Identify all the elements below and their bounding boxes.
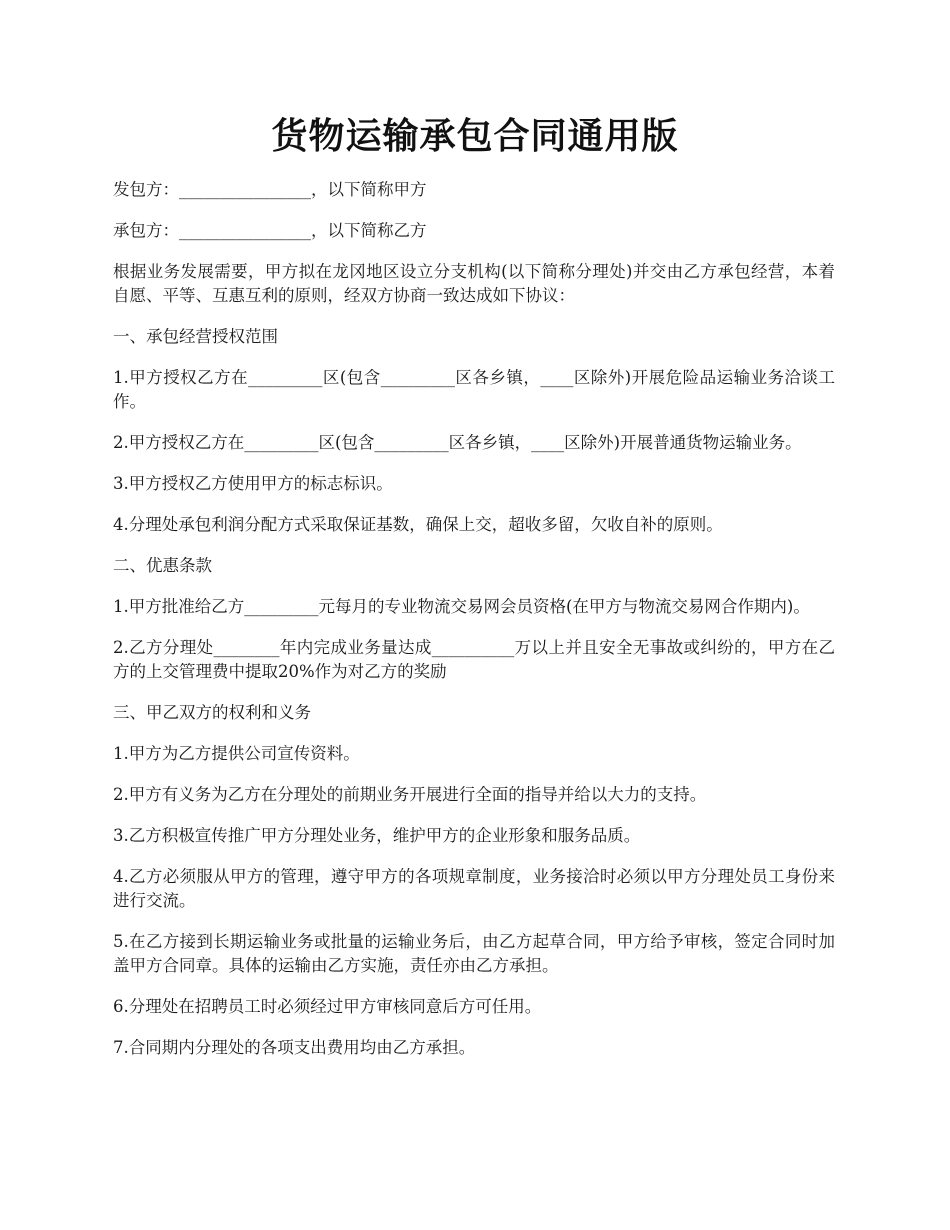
clause-paragraph: 1.甲方批准给乙方_________元每月的专业物流交易网会员资格(在甲方与物流交易网合作期内)。 [113,597,810,616]
section-heading-scope: 一、承包经营授权范围 [113,327,278,346]
clause-paragraph: 6.分理处在招聘员工时必须经过甲方审核同意后方可任用。 [113,997,542,1016]
clause-paragraph: 3.甲方授权乙方使用甲方的标志标识。 [113,474,393,493]
clause-paragraph: 3.乙方积极宣传推广甲方分理处业务，维护甲方的企业形象和服务品质。 [113,826,641,845]
clause-paragraph: 4.乙方必须服从甲方的管理，遵守甲方的各项规章制度，业务接洽时必须以甲方分理处员工身份来进行交流。 [113,867,835,910]
clause-paragraph: 2.甲方授权乙方在_________区(包含_________区各乡镇，____区除外)开展普通货物运输业务。 [113,433,802,452]
section-heading-rights: 三、甲乙双方的权利和义务 [113,703,311,722]
preamble-paragraph: 根据业务发展需要，甲方拟在龙冈地区设立分支机构(以下简称分理处)并交由乙方承包经营，本着自愿、平等、互惠互利的原则，经双方协商一致达成如下协议： [113,262,835,305]
section-heading-benefits: 二、优惠条款 [113,556,212,575]
document-body [113,178,835,1077]
clause-paragraph: 2.乙方分理处________年内完成业务量达成__________万以上并且安全无事故或纠纷的，甲方在乙方的上交管理费中提取20%作为对乙方的奖励 [113,638,835,681]
clause-paragraph: 5.在乙方接到长期运输业务或批量的运输业务后，由乙方起草合同，甲方给予审核，签定合同时加盖甲方合同章。具体的运输由乙方实施，责任亦由乙方承担。 [113,932,835,975]
clause-paragraph: 4.分理处承包利润分配方式采取保证基数，确保上交，超收多留，欠收自补的原则。 [113,515,723,534]
document-title: 货物运输承包合同通用版 [271,115,679,157]
party-a-line: 发包方：________________，以下简称甲方 [113,180,427,199]
party-b-line: 承包方：________________，以下简称乙方 [113,221,427,240]
clause-paragraph: 7.合同期内分理处的各项支出费用均由乙方承担。 [113,1038,476,1057]
clause-paragraph: 1.甲方授权乙方在_________区(包含_________区各乡镇，____区除外)开展危险品运输业务洽谈工作。 [113,368,835,411]
clause-paragraph: 1.甲方为乙方提供公司宣传资料。 [113,744,360,763]
clause-paragraph: 2.甲方有义务为乙方在分理处的前期业务开展进行全面的指导并给以大力的支持。 [113,785,707,804]
